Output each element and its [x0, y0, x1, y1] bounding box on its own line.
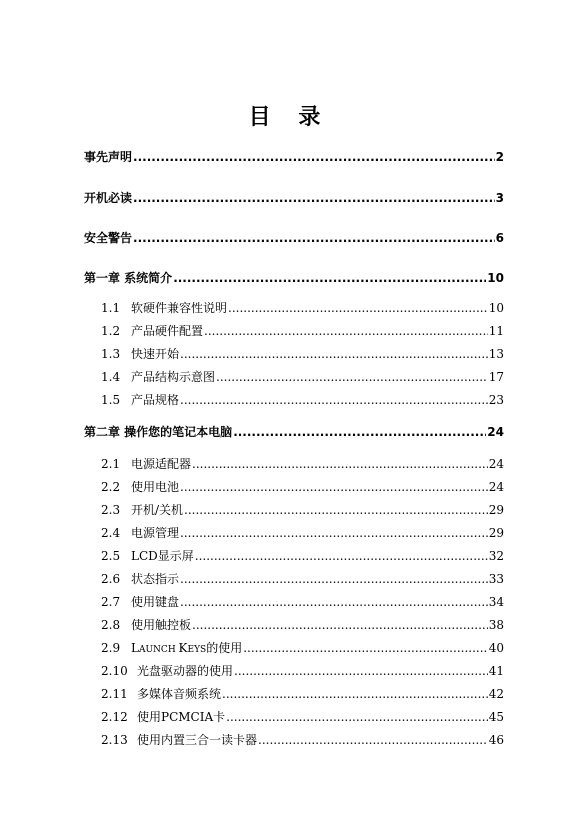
- toc-section-number: 1.5: [101, 393, 121, 407]
- toc-section-number: 2.8: [101, 618, 121, 632]
- toc-entry-2-1[interactable]: [101, 455, 504, 473]
- toc-page-number: 46: [488, 733, 504, 747]
- page-title: 目 录: [248, 105, 331, 130]
- title-part: EYS: [187, 645, 207, 655]
- toc-section-number: 2.7: [101, 595, 121, 609]
- toc-entry-2-8[interactable]: [101, 616, 504, 634]
- toc-entry-startup-notes[interactable]: [84, 189, 504, 207]
- toc-page-number: 17: [488, 370, 504, 384]
- toc-entry-title: 第一章 系统简介: [84, 271, 173, 285]
- toc-leader: [192, 455, 488, 473]
- toc-page-number: 42: [488, 687, 504, 701]
- toc-entry-2-2[interactable]: [101, 478, 504, 496]
- toc-page-number: 10: [487, 271, 504, 285]
- toc-entry-safety-warning[interactable]: [84, 229, 504, 247]
- toc-entry-2-3[interactable]: [101, 501, 504, 519]
- toc-page-number: 40: [488, 641, 504, 655]
- toc-entry-title: 安全警告: [84, 231, 133, 245]
- toc-leader: [222, 685, 488, 703]
- toc-page-number: 34: [488, 595, 504, 609]
- toc-entry-title: 电源管理: [131, 526, 180, 540]
- toc-page-number: 10: [488, 301, 504, 315]
- toc-section-number: 2.12: [101, 710, 128, 724]
- toc-page-number: 45: [488, 710, 504, 724]
- toc-entry-title: [131, 639, 242, 659]
- toc-entry-1-2[interactable]: [101, 322, 504, 340]
- toc-entry-title: 事先声明: [84, 150, 133, 164]
- toc-entry-2-9[interactable]: [101, 639, 504, 657]
- toc-page-number: 24: [487, 425, 504, 439]
- toc-entry-title: 第二章 操作您的笔记本电脑: [84, 425, 233, 439]
- toc-entry-title: 使用触控板: [131, 618, 192, 632]
- toc-entry-title: 软硬件兼容性说明: [131, 301, 228, 315]
- toc-page-number: 23: [488, 393, 504, 407]
- toc-leader: [243, 639, 488, 657]
- toc-section-number: 1.4: [101, 370, 121, 384]
- toc-entry-title: 使用内置三合一读卡器: [137, 733, 258, 747]
- toc-leader: [195, 547, 488, 565]
- toc-page-number: 29: [488, 503, 504, 517]
- toc-page-number: 41: [488, 664, 504, 678]
- toc-section-number: 2.4: [101, 526, 121, 540]
- toc-leader: [180, 593, 488, 611]
- title-part: AUNCH: [138, 645, 179, 655]
- toc-entry-2-11[interactable]: [101, 685, 504, 703]
- toc-entry-title: 使用PCMCIA卡: [137, 710, 226, 724]
- toc-page-number: 13: [488, 347, 504, 361]
- toc-entry-title: 开机必读: [84, 191, 133, 205]
- toc-leader: [228, 299, 488, 317]
- toc-page-number: 11: [488, 324, 504, 338]
- toc-entry-1-5[interactable]: [101, 391, 504, 409]
- toc-leader: [133, 229, 495, 247]
- toc-entry-2-5[interactable]: [101, 547, 504, 565]
- toc-entry-2-12[interactable]: [101, 708, 504, 726]
- toc-page-number: 33: [488, 572, 504, 586]
- toc-entry-2-7[interactable]: [101, 593, 504, 611]
- toc-entry-title: LCD显示屏: [131, 549, 194, 563]
- toc-page-number: 6: [495, 231, 504, 245]
- toc-page-number: 3: [495, 191, 504, 205]
- toc-entry-title: 状态指示: [131, 572, 180, 586]
- toc-section-number: 2.3: [101, 503, 121, 517]
- toc-section-number: 2.5: [101, 549, 121, 563]
- toc-leader: [192, 616, 488, 634]
- toc-page-number: 38: [488, 618, 504, 632]
- toc-leader: [133, 148, 495, 166]
- toc-entry-title: 产品规格: [131, 393, 180, 407]
- toc-section-number: 1.3: [101, 347, 121, 361]
- toc-entry-title: 使用电池: [131, 480, 180, 494]
- toc-leader: [226, 708, 488, 726]
- toc-entry-1-4[interactable]: [101, 368, 504, 386]
- toc-entry-title: 光盘驱动器的使用: [137, 664, 234, 678]
- toc-page-number: 32: [488, 549, 504, 563]
- toc-section-number: 2.6: [101, 572, 121, 586]
- toc-entry-title: 开机/关机: [131, 503, 184, 517]
- toc-leader: [180, 391, 488, 409]
- toc-section-number: 2.2: [101, 480, 121, 494]
- toc-section-number: 2.10: [101, 664, 128, 678]
- toc-leader: [180, 345, 488, 363]
- toc-entry-1-3[interactable]: [101, 345, 504, 363]
- toc-leader: [234, 662, 488, 680]
- toc-section-number: 2.1: [101, 457, 121, 471]
- toc-entry-title: 产品硬件配置: [131, 324, 204, 338]
- toc-leader: [180, 570, 488, 588]
- toc-entry-title: 使用键盘: [131, 595, 180, 609]
- toc-entry-title: 电源适配器: [131, 457, 192, 471]
- title-part: K: [178, 641, 188, 655]
- toc-entry-title: 快速开始: [131, 347, 180, 361]
- toc-entry-title: 多媒体音频系统: [137, 687, 222, 701]
- toc-page-number: 24: [488, 480, 504, 494]
- toc-entry-1-1[interactable]: [101, 299, 504, 317]
- title-part: L: [131, 641, 139, 655]
- toc-page-number: 29: [488, 526, 504, 540]
- toc-leader: [216, 368, 488, 386]
- toc-leader: [180, 478, 488, 496]
- toc-leader: [258, 731, 488, 749]
- toc-entry-chapter-2[interactable]: [84, 423, 504, 441]
- toc-page-number: 24: [488, 457, 504, 471]
- toc-leader: [184, 501, 488, 519]
- toc-entry-2-10[interactable]: [101, 662, 504, 680]
- toc-entry-chapter-1[interactable]: [84, 269, 504, 287]
- toc-section-number: 2.13: [101, 733, 128, 747]
- title-part: 的使用: [206, 641, 243, 655]
- toc-section-number: 2.11: [101, 687, 128, 701]
- toc-entry-2-6[interactable]: [101, 570, 504, 588]
- toc-entry-2-13[interactable]: [101, 731, 504, 749]
- toc-page-number: 2: [495, 150, 504, 164]
- toc-leader: [180, 524, 488, 542]
- toc-section-number: 2.9: [101, 641, 121, 655]
- toc-section-number: 1.2: [101, 324, 121, 338]
- toc-leader: [173, 269, 486, 287]
- toc-entry-title: 产品结构示意图: [131, 370, 216, 384]
- toc-leader: [204, 322, 488, 340]
- toc-entry-disclaimer[interactable]: [84, 148, 504, 166]
- toc-leader: [233, 423, 486, 441]
- toc-section-number: 1.1: [101, 301, 121, 315]
- toc-leader: [133, 189, 495, 207]
- toc-entry-2-4[interactable]: [101, 524, 504, 542]
